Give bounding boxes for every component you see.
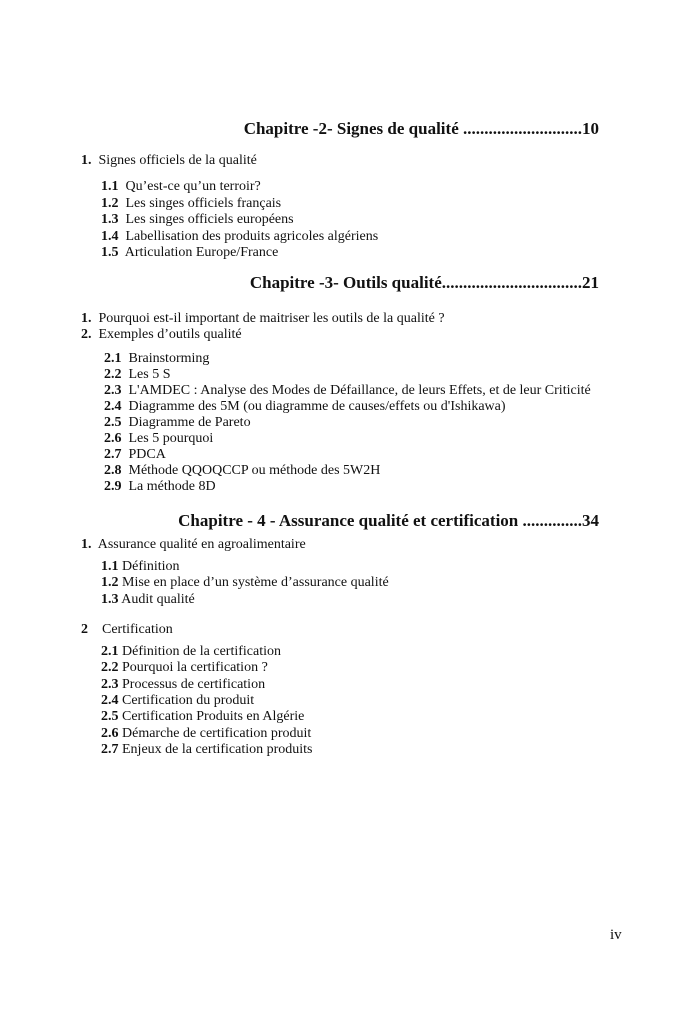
entry-number: 2.4 bbox=[104, 399, 122, 414]
entry-label: Brainstorming bbox=[128, 351, 210, 366]
toc-entry bbox=[104, 367, 171, 383]
entry-number: 2.2 bbox=[101, 660, 119, 675]
toc-entry bbox=[101, 660, 268, 676]
entry-label: Mise en place d’un système d’assurance qualité bbox=[122, 575, 389, 590]
entry-number: 1.2 bbox=[101, 575, 119, 590]
entry-label: Articulation Europe/France bbox=[124, 245, 279, 260]
chapter-title: Chapitre -3- Outils qualité................................. bbox=[249, 273, 582, 292]
toc-entry bbox=[104, 415, 251, 431]
entry-number: 2.4 bbox=[101, 693, 119, 708]
toc-entry bbox=[81, 311, 445, 327]
entry-number: 2.9 bbox=[104, 479, 122, 494]
entry-label: Les singes officiels européens bbox=[125, 212, 294, 227]
entry-label: Définition de la certification bbox=[122, 644, 281, 659]
entry-label: Certification du produit bbox=[122, 693, 255, 708]
entry-label: Les 5 S bbox=[128, 367, 171, 382]
entry-label: Diagramme de Pareto bbox=[128, 415, 251, 430]
entry-label: Certification Produits en Algérie bbox=[122, 709, 305, 724]
entry-number: 2.5 bbox=[101, 709, 119, 724]
entry-number: 1.3 bbox=[101, 592, 119, 607]
entry-number: 1.1 bbox=[101, 179, 119, 194]
toc-entry bbox=[101, 212, 294, 228]
entry-label: Méthode QQOQCCP ou méthode des 5W2H bbox=[128, 463, 381, 478]
entry-label: Diagramme des 5M (ou diagramme de causes/effets ou d'Ishikawa) bbox=[128, 399, 506, 414]
entry-label: PDCA bbox=[128, 447, 166, 462]
entry-label: Enjeux de la certification produits bbox=[122, 742, 313, 757]
entry-number: 2.1 bbox=[104, 351, 122, 366]
entry-number: 1. bbox=[81, 153, 92, 168]
toc-entry bbox=[81, 153, 257, 169]
entry-label: Processus de certification bbox=[122, 677, 266, 692]
entry-number: 1.3 bbox=[101, 212, 119, 227]
entry-number: 2.8 bbox=[104, 463, 122, 478]
entry-label: Les 5 pourquoi bbox=[128, 431, 214, 446]
entry-number: 2.3 bbox=[104, 383, 122, 398]
toc-entry bbox=[101, 575, 389, 591]
page-number: iv bbox=[610, 927, 622, 943]
chapter-page-number: 10 bbox=[582, 119, 599, 138]
toc-entry bbox=[101, 693, 254, 709]
toc-entry bbox=[101, 677, 265, 693]
entry-number: 2.7 bbox=[101, 742, 119, 757]
entry-number: 2 bbox=[81, 622, 88, 637]
entry-label: Audit qualité bbox=[121, 592, 195, 607]
chapter-4-heading bbox=[178, 511, 599, 531]
entry-label: Les singes officiels français bbox=[125, 196, 282, 211]
entry-label: Signes officiels de la qualité bbox=[98, 153, 257, 168]
toc-entry bbox=[81, 537, 306, 553]
entry-number: 1. bbox=[81, 537, 92, 552]
toc-entry bbox=[104, 383, 591, 399]
entry-label: La méthode 8D bbox=[128, 479, 216, 494]
entry-number: 2.1 bbox=[101, 644, 119, 659]
entry-number: 1.1 bbox=[101, 559, 119, 574]
entry-label: Labellisation des produits agricoles algériens bbox=[125, 229, 379, 244]
entry-number: 2.6 bbox=[101, 726, 119, 741]
entry-label: Certification bbox=[102, 622, 173, 637]
entry-number: 2. bbox=[81, 327, 92, 342]
toc-entry bbox=[104, 431, 213, 447]
chapter-page-number: 21 bbox=[582, 273, 599, 292]
entry-label: Démarche de certification produit bbox=[122, 726, 312, 741]
toc-entry bbox=[104, 399, 506, 415]
toc-entry bbox=[104, 479, 216, 495]
toc-entry bbox=[101, 245, 278, 261]
entry-label: Pourquoi la certification ? bbox=[122, 660, 268, 675]
entry-label: Définition bbox=[122, 559, 180, 574]
entry-number: 1.4 bbox=[101, 229, 119, 244]
toc-entry bbox=[101, 726, 311, 742]
entry-label: Pourquoi est-il important de maitriser les outils de la qualité ? bbox=[98, 311, 445, 326]
entry-number: 1. bbox=[81, 311, 92, 326]
entry-number: 1.2 bbox=[101, 196, 119, 211]
entry-number: 2.3 bbox=[101, 677, 119, 692]
entry-number: 2.5 bbox=[104, 415, 122, 430]
toc-entry bbox=[101, 742, 313, 758]
toc-entry bbox=[101, 644, 281, 660]
entry-label: Qu’est-ce qu’un terroir? bbox=[125, 179, 261, 194]
toc-entry bbox=[101, 559, 180, 575]
entry-label: L'AMDEC : Analyse des Modes de Défaillance, de leurs Effets, et de leur Criticité bbox=[128, 383, 591, 398]
chapter-title: Chapitre -2- Signes de qualité ............................ bbox=[243, 119, 582, 138]
entry-number: 2.7 bbox=[104, 447, 122, 462]
toc-entry bbox=[104, 351, 209, 367]
chapter-page-number: 34 bbox=[582, 511, 599, 530]
toc-entry bbox=[101, 196, 281, 212]
chapter-3-heading bbox=[250, 273, 599, 293]
toc-entry bbox=[104, 447, 166, 463]
entry-number: 2.6 bbox=[104, 431, 122, 446]
chapter-title: Chapitre - 4 - Assurance qualité et certification .............. bbox=[178, 511, 582, 530]
toc-entry bbox=[101, 179, 261, 195]
entry-label: Exemples d’outils qualité bbox=[98, 327, 242, 342]
toc-entry bbox=[101, 709, 304, 725]
entry-number: 1.5 bbox=[101, 245, 119, 260]
entry-number: 2.2 bbox=[104, 367, 122, 382]
toc-entry bbox=[104, 463, 380, 479]
toc-entry bbox=[101, 229, 378, 245]
toc-entry bbox=[81, 622, 173, 638]
toc-entry bbox=[101, 592, 195, 608]
chapter-2-heading bbox=[244, 119, 599, 139]
toc-entry bbox=[81, 327, 242, 343]
entry-label: Assurance qualité en agroalimentaire bbox=[97, 537, 306, 552]
